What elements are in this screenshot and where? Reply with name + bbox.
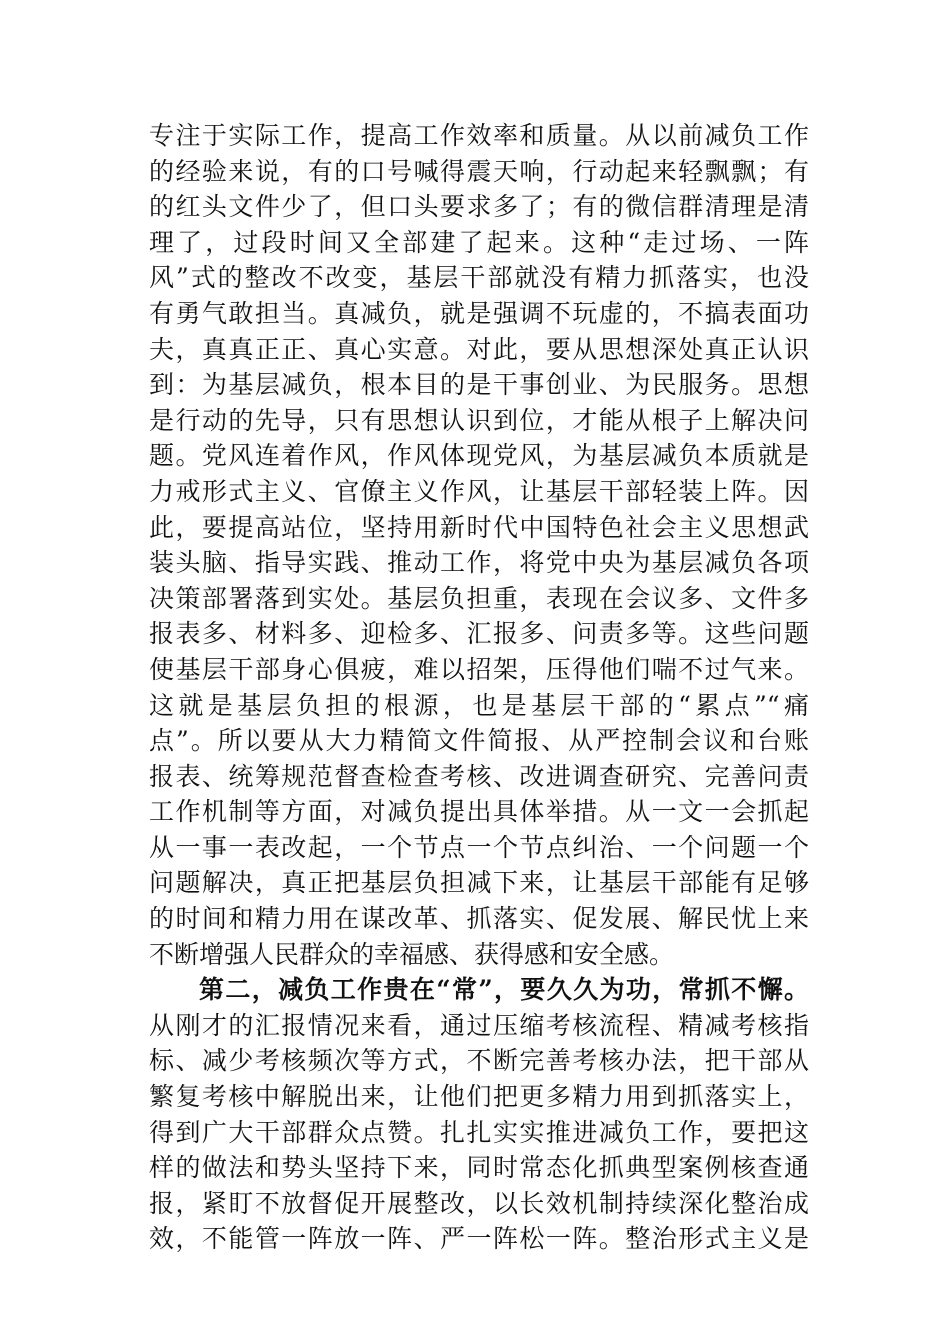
- text-line: 标、减少考核频次等方式，不断完善考核办法，把干部从: [149, 1046, 809, 1076]
- text-line: 使基层干部身心俱疲，难以招架，压得他们喘不过气来。: [149, 654, 809, 684]
- text-line: 样的做法和势头坚持下来，同时常态化抓典型案例核查通: [149, 1153, 809, 1183]
- text-line: 风”式的整改不改变，基层干部就没有精力抓落实，也没: [149, 263, 809, 293]
- text-line: 此，要提高站位，坚持用新时代中国特色社会主义思想武: [149, 512, 809, 542]
- text-line: 从一事一表改起，一个节点一个节点纠治、一个问题一个: [149, 832, 809, 862]
- text-line: 问题解决，真正把基层负担减下来，让基层干部能有足够: [149, 868, 809, 898]
- text-line: 的红头文件少了，但口头要求多了；有的微信群清理是清: [149, 192, 809, 222]
- text-line: 报，紧盯不放督促开展整改，以长效机制持续深化整治成: [149, 1188, 809, 1218]
- text-line: 报表多、材料多、迎检多、汇报多、问责多等。这些问题: [149, 619, 809, 649]
- text-line: 报表、统筹规范督查检查考核、改进调查研究、完善问责: [149, 761, 809, 791]
- text-line: 力戒形式主义、官僚主义作风，让基层干部轻装上阵。因: [149, 476, 809, 506]
- text-line: 到：为基层减负，根本目的是干事创业、为民服务。思想: [149, 370, 809, 400]
- text-line: 的时间和精力用在谋改革、抓落实、促发展、解民忧上来: [149, 904, 809, 934]
- paragraph-1: [149, 118, 809, 972]
- text-line: 的经验来说，有的口号喊得震天响，行动起来轻飘飘；有: [149, 156, 809, 186]
- text-line: 装头脑、指导实践、推动工作，将党中央为基层减负各项: [149, 548, 809, 578]
- text-line: 是行动的先导，只有思想认识到位，才能从根子上解决问: [149, 405, 809, 435]
- paragraph-2: [149, 972, 809, 1257]
- document-body: [149, 118, 809, 1257]
- text-line: 工作机制等方面，对减负提出具体举措。从一文一会抓起: [149, 797, 809, 827]
- text-line: 繁复考核中解脱出来，让他们把更多精力用到抓落实上，: [149, 1082, 809, 1112]
- text-line: 不断增强人民群众的幸福感、获得感和安全感。: [149, 939, 675, 969]
- text-line: 有勇气敢担当。真减负，就是强调不玩虚的，不搞表面功: [149, 298, 809, 328]
- text-line: 点”。所以要从大力精简文件简报、从严控制会议和台账: [149, 726, 809, 756]
- text-line: 决策部署落到实处。基层负担重，表现在会议多、文件多: [149, 583, 809, 613]
- text-line: 从刚才的汇报情况来看，通过压缩考核流程、精减考核指: [149, 1010, 809, 1040]
- text-line: 题。党风连着作风，作风体现党风，为基层减负本质就是: [149, 441, 809, 471]
- paragraph-heading: 第二，减负工作贵在“常”，要久久为功，常抓不懈。: [199, 975, 809, 1005]
- text-line: 专注于实际工作，提高工作效率和质量。从以前减负工作: [149, 121, 809, 150]
- text-line: 效，不能管一阵放一阵、严一阵松一阵。整治形式主义是: [149, 1224, 809, 1254]
- text-line: 理了，过段时间又全部建了起来。这种“走过场、一阵: [149, 227, 809, 257]
- text-line: 这就是基层负担的根源，也是基层干部的“累点”“痛: [149, 690, 809, 720]
- text-line: 夫，真真正正、真心实意。对此，要从思想深处真正认识: [149, 334, 809, 364]
- text-line: 得到广大干部群众点赞。扎扎实实推进减负工作，要把这: [149, 1117, 809, 1147]
